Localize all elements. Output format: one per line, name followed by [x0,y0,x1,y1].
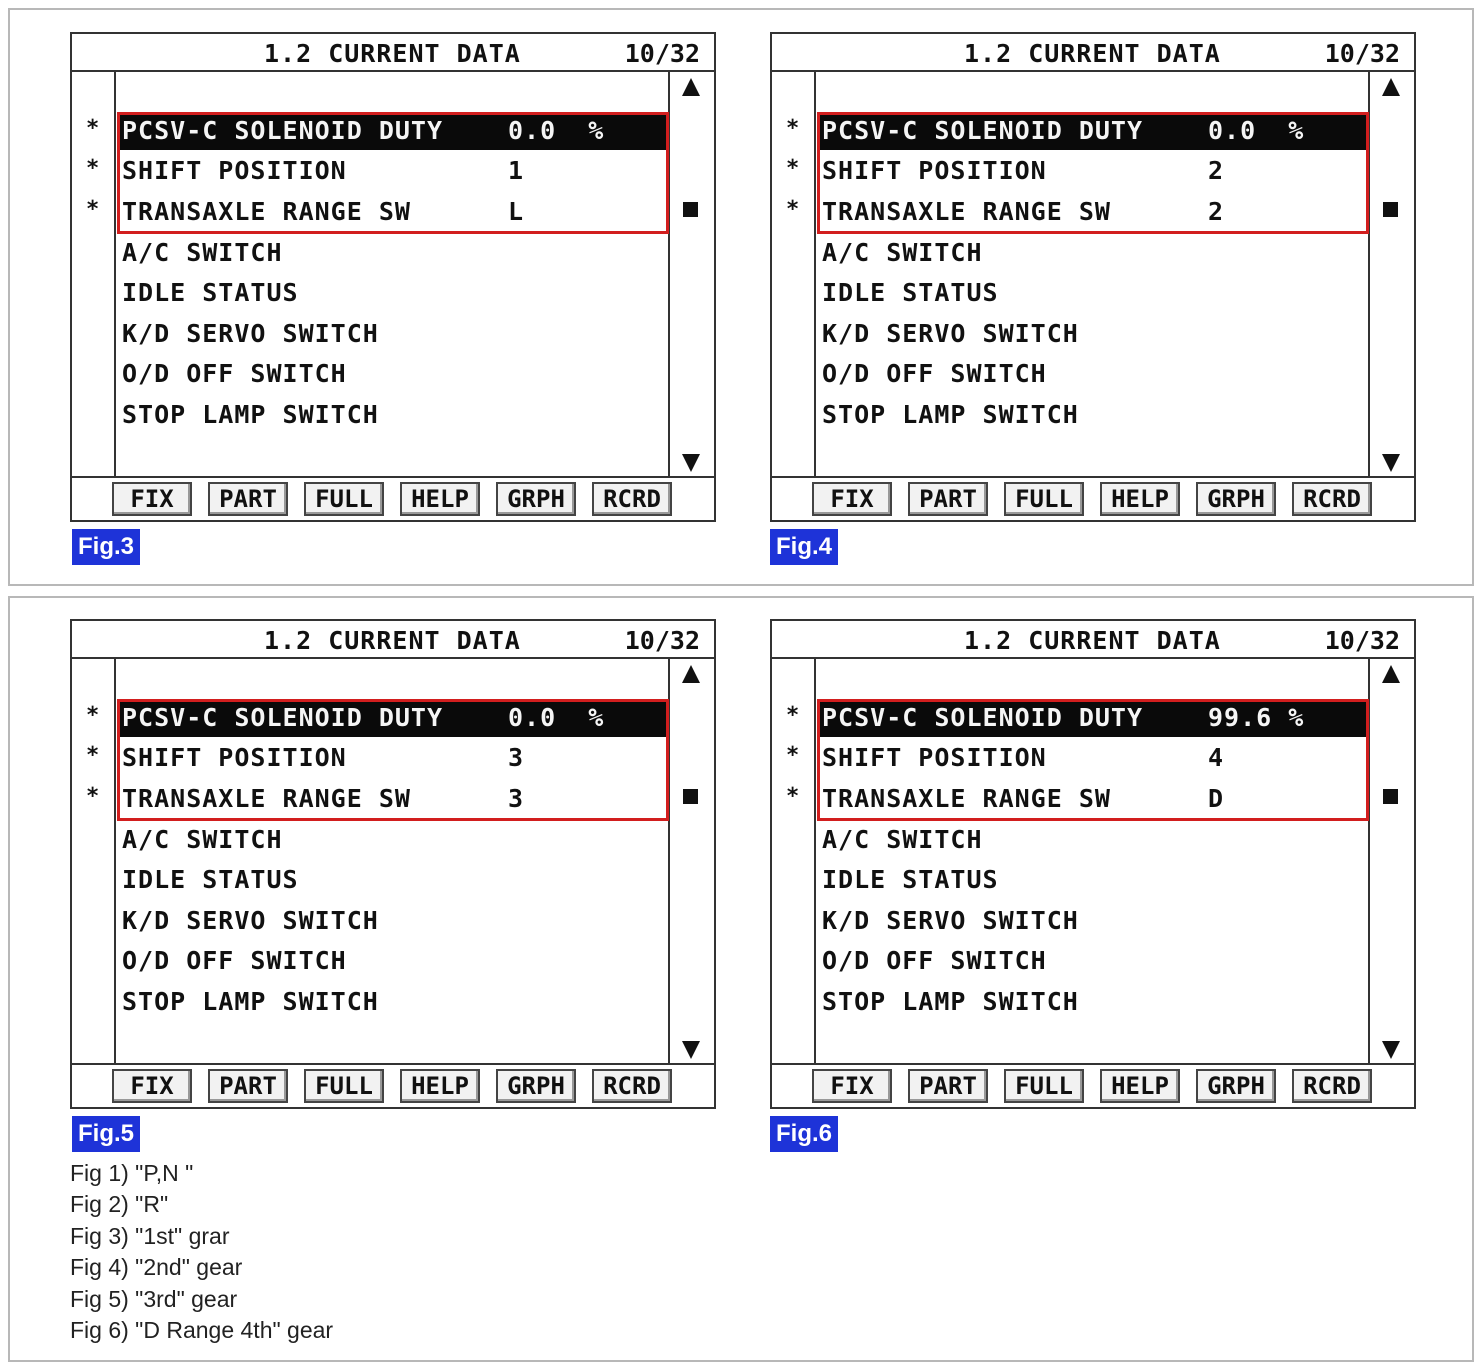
data-row[interactable] [818,739,1366,777]
function-button-part[interactable]: PART [208,482,288,516]
function-button-fix[interactable]: FIX [812,482,892,516]
data-row[interactable] [118,193,666,231]
function-button-help[interactable]: HELP [400,1069,480,1103]
data-list [772,659,1414,1065]
data-row[interactable] [818,355,1366,393]
data-row-value: 3 [508,784,525,813]
scan-tool-screen [70,619,716,1109]
legend-item: Fig 1) "P,N " [70,1160,194,1186]
data-row[interactable] [818,234,1366,272]
scan-tool-screen [770,32,1416,522]
data-row-label: TRANSAXLE RANGE SW [122,197,411,226]
function-button-part[interactable]: PART [908,1069,988,1103]
scroll-thumb[interactable] [683,789,698,804]
fixed-item-marker: * [86,197,100,222]
screen-title: 1.2 CURRENT DATA [264,39,521,68]
data-row[interactable] [818,983,1366,1021]
legend-item: Fig 3) "1st" grar [70,1222,230,1249]
data-row-label: O/D OFF SWITCH [122,359,347,388]
scroll-up-icon[interactable] [1382,665,1400,683]
fixed-item-marker: * [786,784,800,809]
data-row[interactable] [818,821,1366,859]
function-button-fix[interactable]: FIX [112,1069,192,1103]
data-row-label: IDLE STATUS [822,865,999,894]
scroll-up-icon[interactable] [1382,78,1400,96]
function-button-fix[interactable]: FIX [812,1069,892,1103]
data-row-label: STOP LAMP SWITCH [822,400,1079,429]
function-button-rcrd[interactable]: RCRD [1292,1069,1372,1103]
data-list [72,72,714,478]
data-row[interactable] [118,780,666,818]
legend-item: Fig 5) "3rd" gear [70,1285,238,1312]
fixed-item-marker: * [786,197,800,222]
screen-header [772,621,1414,659]
scan-tool-screen [70,32,716,522]
fixed-item-marker: * [86,743,100,768]
data-row-label: IDLE STATUS [122,278,299,307]
data-row-label: A/C SWITCH [822,825,983,854]
function-button-grph[interactable]: GRPH [1196,1069,1276,1103]
scroll-down-icon[interactable] [1382,1041,1400,1059]
data-row[interactable] [818,112,1366,150]
data-row[interactable] [118,699,666,737]
scroll-down-icon[interactable] [1382,454,1400,472]
data-row-label: O/D OFF SWITCH [822,359,1047,388]
data-row[interactable] [818,152,1366,190]
figure-label: Fig.4 [770,529,838,565]
data-list [72,659,714,1065]
figure-label: Fig.6 [770,1116,838,1152]
data-row[interactable] [818,193,1366,231]
data-row-value: D [1208,784,1225,813]
data-row[interactable] [118,234,666,272]
data-row[interactable] [818,396,1366,434]
data-row-value: 1 [508,156,525,185]
data-row-label: K/D SERVO SWITCH [822,319,1079,348]
data-row[interactable] [818,861,1366,899]
data-row-label: IDLE STATUS [822,278,999,307]
scrollbar[interactable] [668,659,714,1065]
scroll-thumb[interactable] [1383,789,1398,804]
fixed-item-marker: * [86,703,100,728]
data-row-label: SHIFT POSITION [822,743,1047,772]
screen-header [772,34,1414,72]
fixed-item-marker: * [86,784,100,809]
fixed-item-marker: * [786,743,800,768]
scroll-thumb[interactable] [1383,202,1398,217]
data-row[interactable] [118,274,666,312]
data-row-label: O/D OFF SWITCH [822,946,1047,975]
figure-label: Fig.5 [72,1116,140,1152]
function-button-fix[interactable]: FIX [112,482,192,516]
data-row[interactable] [118,861,666,899]
data-row-label: TRANSAXLE RANGE SW [822,197,1111,226]
data-row-label: PCSV-C SOLENOID DUTY [822,116,1144,145]
scrollbar[interactable] [1368,72,1414,478]
figure-legend [70,1158,333,1346]
function-button-grph[interactable]: GRPH [496,482,576,516]
function-button-full[interactable]: FULL [1004,1069,1084,1103]
function-button-part[interactable]: PART [208,1069,288,1103]
function-button-help[interactable]: HELP [1100,482,1180,516]
scroll-up-icon[interactable] [682,78,700,96]
page-indicator: 10/32 [624,39,700,68]
data-row[interactable] [118,396,666,434]
legend-item: Fig 2) "R" [70,1191,169,1218]
figure-label: Fig.3 [72,529,140,565]
screen-header [72,621,714,659]
data-row-value: 2 [1208,197,1225,226]
screen-title: 1.2 CURRENT DATA [964,626,1221,655]
data-row[interactable] [818,699,1366,737]
data-row-label: IDLE STATUS [122,865,299,894]
data-row[interactable] [118,942,666,980]
data-row-value: 0.0 % [508,703,605,732]
fixed-item-marker: * [786,116,800,141]
function-button-rcrd[interactable]: RCRD [592,1069,672,1103]
page-indicator: 10/32 [1324,626,1400,655]
screen-header [72,34,714,72]
data-row[interactable] [818,315,1366,353]
screen-title: 1.2 CURRENT DATA [964,39,1221,68]
fixed-item-marker: * [86,116,100,141]
data-row-value: 99.6 % [1208,703,1305,732]
data-row-label: SHIFT POSITION [122,743,347,772]
data-list [772,72,1414,478]
data-row[interactable] [118,315,666,353]
data-row-label: K/D SERVO SWITCH [822,906,1079,935]
data-row[interactable] [118,112,666,150]
scroll-up-icon[interactable] [682,665,700,683]
function-button-help[interactable]: HELP [400,482,480,516]
data-row[interactable] [118,902,666,940]
data-row-value: 2 [1208,156,1225,185]
data-row-label: PCSV-C SOLENOID DUTY [822,703,1144,732]
data-row-label: A/C SWITCH [122,238,283,267]
function-key-bar [72,476,714,520]
data-row-value: L [508,197,525,226]
data-row[interactable] [118,739,666,777]
function-button-rcrd[interactable]: RCRD [592,482,672,516]
data-row[interactable] [118,152,666,190]
data-row[interactable] [818,780,1366,818]
data-row-label: SHIFT POSITION [122,156,347,185]
screen-title: 1.2 CURRENT DATA [264,626,521,655]
data-row-label: A/C SWITCH [122,825,283,854]
data-row-value: 0.0 % [1208,116,1305,145]
data-row-label: SHIFT POSITION [822,156,1047,185]
page-indicator: 10/32 [624,626,700,655]
legend-item: Fig 6) "D Range 4th" gear [70,1316,334,1343]
scan-tool-screen [770,619,1416,1109]
data-row-label: STOP LAMP SWITCH [122,400,379,429]
data-row-label: K/D SERVO SWITCH [122,319,379,348]
fixed-item-marker: * [86,156,100,181]
data-row[interactable] [818,902,1366,940]
data-row[interactable] [818,942,1366,980]
function-button-full[interactable]: FULL [1004,482,1084,516]
function-key-bar [772,1063,1414,1107]
scrollbar[interactable] [668,72,714,478]
data-row-label: TRANSAXLE RANGE SW [822,784,1111,813]
data-row-label: PCSV-C SOLENOID DUTY [122,703,444,732]
fixed-item-marker: * [786,156,800,181]
function-key-bar [72,1063,714,1107]
data-row-value: 4 [1208,743,1225,772]
function-button-full[interactable]: FULL [304,482,384,516]
legend-item: Fig 4) "2nd" gear [70,1254,243,1281]
data-row[interactable] [118,821,666,859]
data-row-label: K/D SERVO SWITCH [122,906,379,935]
data-row[interactable] [118,355,666,393]
function-button-grph[interactable]: GRPH [496,1069,576,1103]
data-row-label: TRANSAXLE RANGE SW [122,784,411,813]
scroll-down-icon[interactable] [682,1041,700,1059]
data-row-label: STOP LAMP SWITCH [822,987,1079,1016]
scrollbar[interactable] [1368,659,1414,1065]
function-button-full[interactable]: FULL [304,1069,384,1103]
function-button-help[interactable]: HELP [1100,1069,1180,1103]
function-button-part[interactable]: PART [908,482,988,516]
data-row-label: STOP LAMP SWITCH [122,987,379,1016]
data-row-value: 3 [508,743,525,772]
data-row[interactable] [118,983,666,1021]
data-row-label: A/C SWITCH [822,238,983,267]
data-row-value: 0.0 % [508,116,605,145]
scroll-thumb[interactable] [683,202,698,217]
function-key-bar [772,476,1414,520]
data-row[interactable] [818,274,1366,312]
page-indicator: 10/32 [1324,39,1400,68]
data-row-label: O/D OFF SWITCH [122,946,347,975]
function-button-rcrd[interactable]: RCRD [1292,482,1372,516]
scroll-down-icon[interactable] [682,454,700,472]
fixed-item-marker: * [786,703,800,728]
function-button-grph[interactable]: GRPH [1196,482,1276,516]
data-row-label: PCSV-C SOLENOID DUTY [122,116,444,145]
